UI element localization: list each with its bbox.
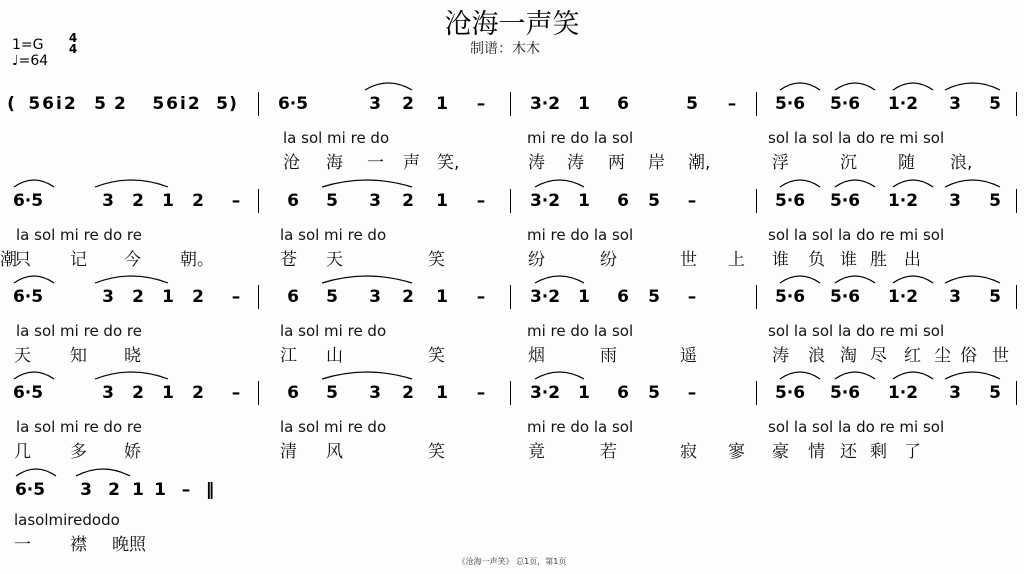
slur-arc <box>780 83 820 90</box>
lyric-char: 浪 <box>808 346 825 366</box>
note: 5 <box>326 191 338 211</box>
lyric-char: 纷 <box>600 250 617 270</box>
lyric-char: 两 <box>608 153 625 173</box>
slur-arc <box>780 180 820 187</box>
intro-group-4: 5 <box>216 94 228 114</box>
note: – <box>476 287 486 307</box>
note: 3 <box>369 383 381 403</box>
note: 5·6 <box>774 94 806 114</box>
note: 5 <box>989 287 1001 307</box>
note: 5 <box>648 287 660 307</box>
arranger-credit: 制谱：木木 <box>470 41 540 57</box>
note: 2 <box>402 287 414 307</box>
slur-arc <box>835 276 875 283</box>
note: 3 <box>949 383 961 403</box>
lyric-char: 天 <box>14 346 31 366</box>
solfege-line: la sol mi re do <box>280 226 387 244</box>
slur-arc <box>16 469 56 476</box>
note: 6 <box>287 287 299 307</box>
note: 5·6 <box>829 191 861 211</box>
note: 3 <box>369 94 381 114</box>
lyric-char: 襟 <box>70 535 87 555</box>
lyric-char: 随 <box>898 153 915 173</box>
slur-arc <box>835 83 875 90</box>
solfege-line: la sol mi re do <box>280 322 387 340</box>
lyric-char: 竟 <box>528 442 545 462</box>
note: 3·2 <box>529 191 561 211</box>
intro-group-1: 56i2 <box>28 94 78 114</box>
lyric-char: 只 <box>14 250 31 270</box>
note: 2 <box>132 383 144 403</box>
lyric-char: 纷 <box>528 250 545 270</box>
note: 6 <box>287 191 299 211</box>
note: 1·2 <box>887 383 919 403</box>
note: 5·6 <box>774 383 806 403</box>
note: 3·2 <box>529 287 561 307</box>
meter-bottom: 4 <box>68 42 78 56</box>
note: 2 <box>192 383 204 403</box>
lyric-char: 笑 <box>428 442 445 462</box>
slur-arc <box>945 83 1000 90</box>
lyric-char: 浪, <box>950 153 973 173</box>
slur-arc <box>945 372 1000 379</box>
slur-arc <box>322 372 412 379</box>
lyric-char: 涛 <box>528 153 545 173</box>
note: 6·5 <box>12 383 44 403</box>
note: 3 <box>369 191 381 211</box>
slur-arc <box>14 180 54 187</box>
lyric-char: 晓 <box>124 346 141 366</box>
slur-arc <box>893 276 933 283</box>
slur-arc <box>95 180 168 187</box>
note: 1 <box>436 287 448 307</box>
lyric-char: 雨 <box>600 346 617 366</box>
solfege-line: la sol mi re do re <box>16 418 142 436</box>
solfege-line: la sol mi re do re <box>16 226 142 244</box>
lyric-char: 风 <box>326 442 343 462</box>
lyric-char: 天 <box>326 250 343 270</box>
note: 3 <box>949 94 961 114</box>
lyric-char: 朝。 <box>180 250 214 270</box>
note: – <box>231 287 241 307</box>
note: 3 <box>949 287 961 307</box>
slur-arc <box>893 83 933 90</box>
lyric-char: 上 <box>728 250 745 270</box>
lyric-char: 一 <box>367 153 384 173</box>
note: – <box>687 383 697 403</box>
note: 2 <box>192 191 204 211</box>
note: 5·6 <box>774 287 806 307</box>
solfege-line: mi re do la sol <box>527 226 634 244</box>
lyric-char: 一 <box>14 535 31 555</box>
lyric-char: 烟 <box>528 346 545 366</box>
note: 1 <box>132 480 144 500</box>
note: 2 <box>132 191 144 211</box>
note: 2 <box>108 480 120 500</box>
lyric-char: 今 <box>124 250 141 270</box>
note: 1 <box>154 480 166 500</box>
slur-arc <box>835 372 875 379</box>
page-title: 沧海一声笑 <box>444 9 580 40</box>
note: 3 <box>102 191 114 211</box>
slur-arc <box>893 180 933 187</box>
note: 2 <box>132 287 144 307</box>
slur-arc <box>322 276 412 283</box>
note: 1·2 <box>887 94 919 114</box>
lyric-char: 笑 <box>428 346 445 366</box>
slur-arc <box>14 276 54 283</box>
solfege-line: sol la sol la do re mi sol <box>768 226 945 244</box>
note: 5 <box>326 383 338 403</box>
slur-arc <box>535 276 584 283</box>
intro-group-3: 56i2 <box>152 94 202 114</box>
note: 1·2 <box>887 287 919 307</box>
solfege-line: la sol mi re do <box>280 418 387 436</box>
note: 2 <box>402 191 414 211</box>
slur-arc <box>76 469 130 476</box>
note: – <box>231 191 241 211</box>
lyric-char: 涛 <box>567 153 584 173</box>
lyric-char: 还 <box>840 442 857 462</box>
note: 1 <box>436 383 448 403</box>
lyric-char: 娇 <box>124 442 141 462</box>
slur-arc <box>780 276 820 283</box>
slur-arc <box>535 372 584 379</box>
slur-arc <box>945 276 1000 283</box>
lyric-char: 胜 <box>870 250 887 270</box>
note: 6 <box>617 287 629 307</box>
note: – <box>687 287 697 307</box>
note: 5·6 <box>774 191 806 211</box>
note: 1 <box>162 383 174 403</box>
lyric-char: 晚照 <box>112 535 146 555</box>
lyric-char: 沉 <box>840 153 857 173</box>
note: 1 <box>578 94 590 114</box>
note: – <box>231 383 241 403</box>
lyric-char: 江 <box>280 346 297 366</box>
intro-open-paren: ( <box>7 94 15 114</box>
lyric-char: 笑 <box>428 250 445 270</box>
note: 3 <box>102 287 114 307</box>
lyric-char: 笑, <box>437 153 460 173</box>
note: 5 <box>648 383 660 403</box>
lyric-char: 潮 <box>0 250 17 270</box>
note: 1·2 <box>887 191 919 211</box>
note: 5·6 <box>829 287 861 307</box>
note: 5 <box>989 383 1001 403</box>
note: 5 <box>989 94 1001 114</box>
key-signature: 1=G <box>12 37 44 53</box>
note: 6·5 <box>277 94 309 114</box>
lyric-char: 海 <box>326 153 343 173</box>
note: 3 <box>102 383 114 403</box>
lyric-char: 涛 <box>772 346 789 366</box>
solfege-line: lasolmiredodo <box>14 511 120 529</box>
note: 5 <box>989 191 1001 211</box>
slur-arc <box>95 276 168 283</box>
lyric-char: 沧 <box>283 153 300 173</box>
note: 5·6 <box>829 383 861 403</box>
solfege-line: sol la sol la do re mi sol <box>768 322 945 340</box>
lyric-char: 谁 <box>840 250 857 270</box>
lyric-char: 俗 <box>960 346 977 366</box>
lyric-char: 出 <box>904 250 921 270</box>
page-footer: 《沧海一声笑》 总1页，第1页 <box>457 557 567 566</box>
lyric-char: 遥 <box>680 346 697 366</box>
note: 2 <box>192 287 204 307</box>
lyric-char: 寥 <box>728 442 745 462</box>
solfege-line: mi re do la sol <box>527 418 634 436</box>
lyric-char: 记 <box>70 250 87 270</box>
note: 1 <box>162 191 174 211</box>
note: 6·5 <box>12 287 44 307</box>
lyric-char: 豪 <box>772 442 789 462</box>
note: 3·2 <box>529 94 561 114</box>
note: 6·5 <box>12 191 44 211</box>
note: 3 <box>949 191 961 211</box>
lyric-char: 岸 <box>648 153 665 173</box>
lyric-char: 几 <box>14 442 31 462</box>
solfege-line: sol la sol la do re mi sol <box>768 418 945 436</box>
note: – <box>687 191 697 211</box>
lyric-char: 多 <box>70 442 87 462</box>
slur-arc <box>893 372 933 379</box>
slur-arc <box>945 180 1000 187</box>
lyric-char: 寂 <box>680 442 697 462</box>
slur-arc <box>535 180 584 187</box>
slur-arc <box>835 180 875 187</box>
note: 6 <box>617 383 629 403</box>
note: 1 <box>578 191 590 211</box>
lyric-char: 苍 <box>280 250 297 270</box>
note: 2 <box>402 383 414 403</box>
note: 3 <box>80 480 92 500</box>
note: 6 <box>617 191 629 211</box>
note: 2 <box>402 94 414 114</box>
lyric-char: 红 <box>904 346 921 366</box>
lyric-char: 淘 <box>840 346 857 366</box>
note: 1 <box>436 94 448 114</box>
lyric-char: 世 <box>680 250 697 270</box>
solfege-line: la sol mi re do re <box>16 322 142 340</box>
lyric-char: 潮, <box>688 153 711 173</box>
note: 6 <box>287 383 299 403</box>
lyric-char: 剩 <box>870 442 887 462</box>
meter-top: 4 <box>68 31 78 45</box>
slur-arc <box>14 372 54 379</box>
lyric-char: 谁 <box>772 250 789 270</box>
note: 1 <box>436 191 448 211</box>
note: – <box>181 480 191 500</box>
note: 3·2 <box>529 383 561 403</box>
lyric-char: 清 <box>280 442 297 462</box>
intro-close-paren: ) <box>229 94 237 114</box>
solfege-line: mi re do la sol <box>527 322 634 340</box>
lyric-char: 世 <box>992 346 1009 366</box>
note: – <box>727 94 737 114</box>
lyric-char: 山 <box>326 346 343 366</box>
note: – <box>476 94 486 114</box>
lyric-char: 负 <box>808 250 825 270</box>
note: ‖ <box>205 480 215 500</box>
lyric-char: 知 <box>70 346 87 366</box>
lyric-char: 浮 <box>772 153 789 173</box>
note: 6 <box>617 94 629 114</box>
solfege-line: sol la sol la do re mi sol <box>768 129 945 147</box>
lyric-char: 情 <box>808 442 825 462</box>
lyric-char: 尽 <box>870 346 887 366</box>
solfege-line: la sol mi re do <box>283 129 390 147</box>
tempo-mark: ♩=64 <box>12 53 49 69</box>
note: 1 <box>162 287 174 307</box>
note: 6·5 <box>14 480 46 500</box>
note: 5 <box>686 94 698 114</box>
lyric-char: 尘 <box>934 346 951 366</box>
lyric-char: 了 <box>904 442 921 462</box>
note: – <box>476 383 486 403</box>
note: 5 <box>648 191 660 211</box>
lyric-char: 若 <box>600 442 617 462</box>
slur-arc <box>365 83 412 90</box>
note: 5 <box>326 287 338 307</box>
note: 5·6 <box>829 94 861 114</box>
slur-arc <box>780 372 820 379</box>
slur-arc <box>95 372 168 379</box>
note: 3 <box>369 287 381 307</box>
note: 1 <box>578 383 590 403</box>
intro-group-2: 52 <box>94 94 134 114</box>
lyric-char: 声 <box>403 153 420 173</box>
slur-arc <box>322 180 412 187</box>
note: 1 <box>578 287 590 307</box>
solfege-line: mi re do la sol <box>527 129 634 147</box>
note: – <box>476 191 486 211</box>
